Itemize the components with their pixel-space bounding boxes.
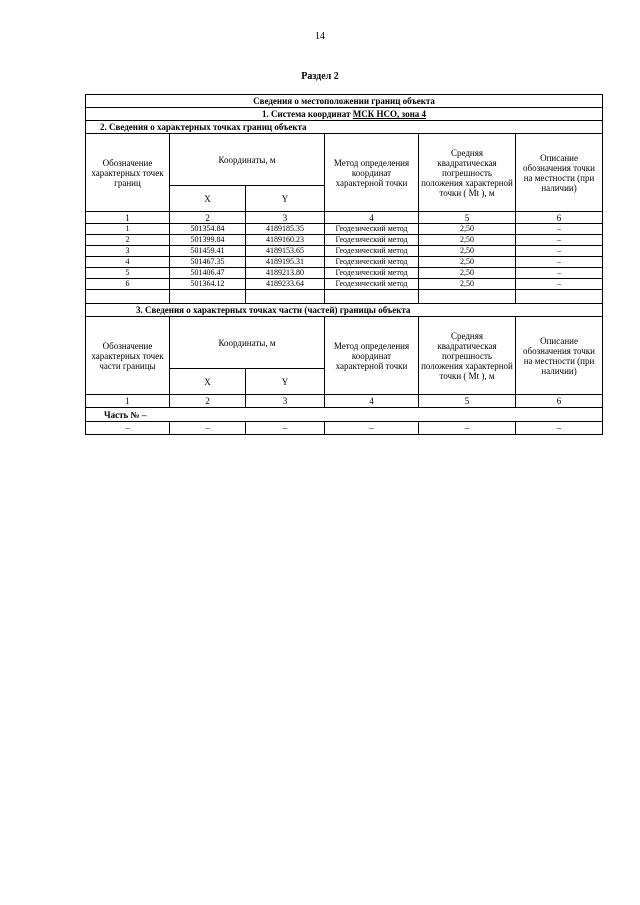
b3-error-header: Средняя квадратическая погрешность положения характерной точки ( Mt ), м [419, 317, 516, 395]
error: 2,50 [419, 235, 516, 246]
b2-num-cell: 6 [516, 212, 603, 224]
coord-system [86, 108, 603, 121]
coord-y: 4189185.35 [246, 224, 325, 235]
point-id: 5 [86, 268, 170, 279]
coord-x: 501406.47 [170, 268, 246, 279]
error: 2,50 [419, 279, 516, 290]
table-title: Сведения о местоположении границ объекта [86, 95, 603, 108]
b3-num-cell: 6 [516, 395, 603, 408]
block3-title: 3. Сведения о характерных точках части (частей) границы объекта [86, 304, 603, 317]
b3-method-header: Метод определения координат характерной точки [325, 317, 419, 395]
coord-x: 501399.84 [170, 235, 246, 246]
coord-y: 4189160.23 [246, 235, 325, 246]
b2-num-row [86, 212, 603, 224]
b2-method-header: Метод определения координат характерной точки [325, 134, 419, 212]
dash-cell: – [419, 422, 516, 435]
b3-num-cell: 2 [170, 395, 246, 408]
coord-x: 501459.41 [170, 246, 246, 257]
method: Геодезический метод [325, 235, 419, 246]
b2-num-cell: 2 [170, 212, 246, 224]
error: 2,50 [419, 224, 516, 235]
coord-y: 4189153.65 [246, 246, 325, 257]
table-row [86, 422, 603, 435]
b3-x-header: X [170, 369, 246, 395]
method: Геодезический метод [325, 246, 419, 257]
b2-error-header: Средняя квадратическая погрешность положения характерной точки ( Mt ), м [419, 134, 516, 212]
table-row [86, 224, 603, 235]
coord-x: 501364.12 [170, 279, 246, 290]
b2-desc-header: Описание обозначения точки на местности (при наличии) [516, 134, 603, 212]
b2-num-cell: 5 [419, 212, 516, 224]
boundary-table [85, 94, 603, 435]
b3-num-row [86, 395, 603, 408]
dash-cell: – [86, 422, 170, 435]
page-number: 14 [315, 31, 325, 42]
block2-title: 2. Сведения о характерных точках границ объекта [86, 121, 603, 134]
point-id: 6 [86, 279, 170, 290]
table-row [86, 268, 603, 279]
description: – [516, 224, 603, 235]
error: 2,50 [419, 268, 516, 279]
b3-num-cell: 4 [325, 395, 419, 408]
method: Геодезический метод [325, 257, 419, 268]
coord-y: 4189213.80 [246, 268, 325, 279]
description: – [516, 279, 603, 290]
coord-y: 4189195.31 [246, 257, 325, 268]
b2-num-cell: 4 [325, 212, 419, 224]
method: Геодезический метод [325, 279, 419, 290]
b3-coords-header: Координаты, м [170, 317, 325, 369]
b3-y-header: Y [246, 369, 325, 395]
dash-cell: – [325, 422, 419, 435]
b2-num-cell: 1 [86, 212, 170, 224]
point-id: 3 [86, 246, 170, 257]
b3-num-cell: 5 [419, 395, 516, 408]
b2-y-header: Y [246, 186, 325, 212]
coord-x: 501354.84 [170, 224, 246, 235]
b3-num-cell: 3 [246, 395, 325, 408]
table-row [86, 257, 603, 268]
coord-y: 4189233.64 [246, 279, 325, 290]
method: Геодезический метод [325, 268, 419, 279]
empty-row [86, 290, 603, 304]
description: – [516, 257, 603, 268]
coord-system-value: МСК НСО, зона 4 [352, 109, 427, 119]
dash-cell: – [170, 422, 246, 435]
dash-cell: – [246, 422, 325, 435]
method: Геодезический метод [325, 224, 419, 235]
b2-coords-header: Координаты, м [170, 134, 325, 186]
error: 2,50 [419, 257, 516, 268]
b2-x-header: X [170, 186, 246, 212]
table-row [86, 235, 603, 246]
b3-num-cell: 1 [86, 395, 170, 408]
description: – [516, 235, 603, 246]
section-title: Раздел 2 [301, 71, 339, 82]
table-row [86, 279, 603, 290]
b2-num-cell: 3 [246, 212, 325, 224]
description: – [516, 246, 603, 257]
part-label: Часть № – [86, 408, 603, 422]
description: – [516, 268, 603, 279]
point-id: 2 [86, 235, 170, 246]
error: 2,50 [419, 246, 516, 257]
point-id: 1 [86, 224, 170, 235]
b2-col1-header: Обозначение характерных точек границ [86, 134, 170, 212]
table-row [86, 246, 603, 257]
dash-cell: – [516, 422, 603, 435]
b3-desc-header: Описание обозначения точки на местности (при наличии) [516, 317, 603, 395]
b3-col1-header: Обозначение характерных точек части границы [86, 317, 170, 395]
point-id: 4 [86, 257, 170, 268]
coord-x: 501467.35 [170, 257, 246, 268]
coord-system-label: 1. Система координат [262, 109, 353, 119]
